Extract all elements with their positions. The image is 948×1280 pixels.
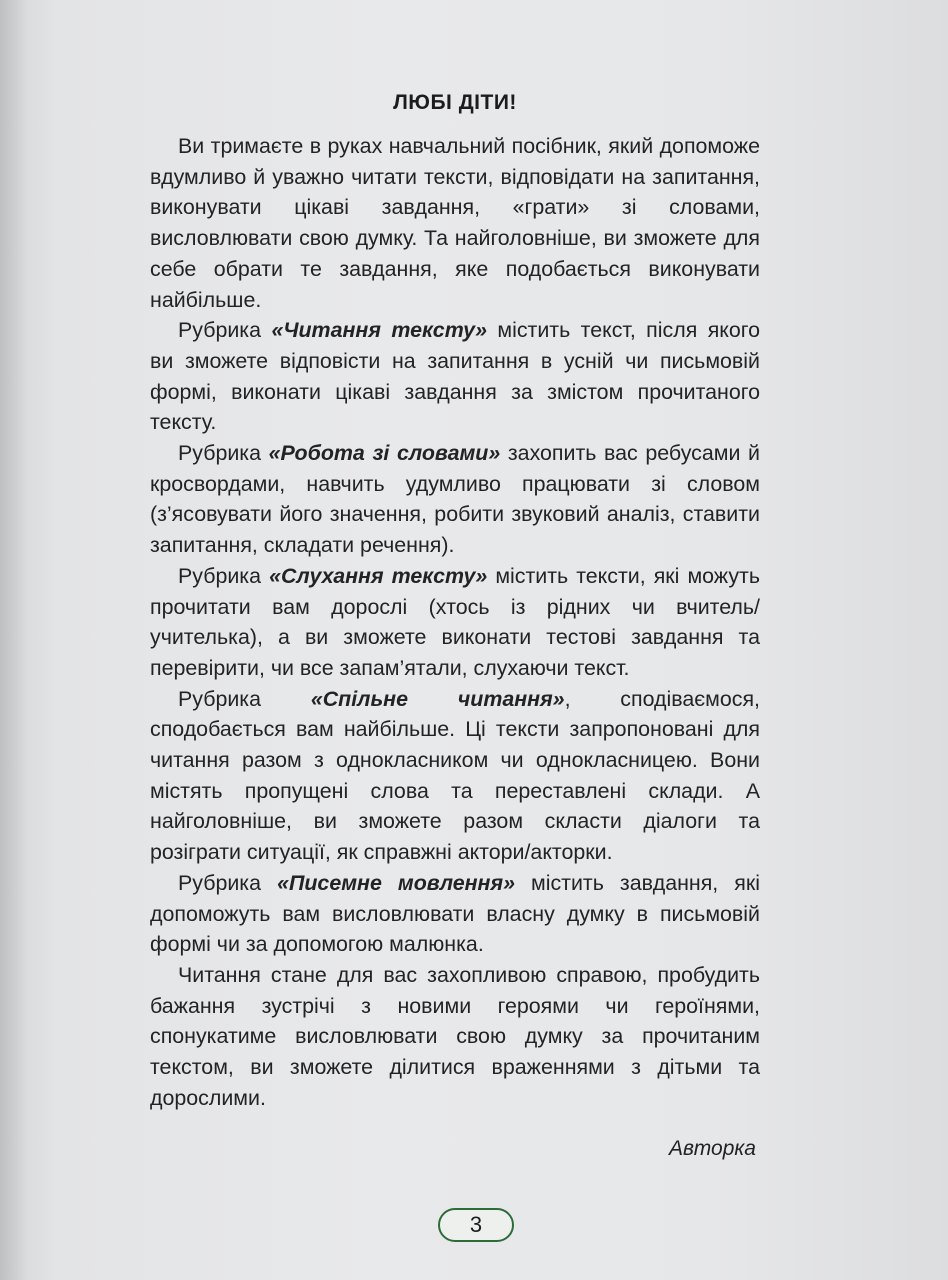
paragraph-text: Ви тримаєте в руках навчальний посібник, який допоможе вдумливо й уважно читати тексти, відповідати на запитання, виконувати цікаві завдання, «грати» зі словами, висловлювати свою думку. Та найголовніше, ви зможете для себе обрати те завдання, яке подобається виконувати найбільше. <box>150 134 760 312</box>
page-heading: ЛЮБІ ДІТИ! <box>393 91 517 114</box>
paragraph-intro <box>150 131 760 315</box>
paragraph-prefix: Рубрика <box>178 870 278 895</box>
paragraph-text: Читання стане для вас захопливою справою, пробудить бажання зустрічі з новими героями чи героїнями, спонукатиме висловлювати свою думку за прочитаним текстом, ви зможете ділитися враженнями з дітьми та дорослими. <box>150 962 760 1110</box>
paragraph-prefix: Рубрика <box>178 441 269 466</box>
rubric-title: «Писемне мовлення» <box>277 870 515 895</box>
rubric-title: «Спільне читання» <box>310 686 565 711</box>
paragraph-text: містить текст, після якого ви зможете відповісти на запитання в усній чи письмовій формі, виконати цікаві завдання за змістом прочитаного тексту. <box>150 318 761 435</box>
rubric-title: «Читання тексту» <box>271 318 487 343</box>
paragraph-reading <box>150 315 760 438</box>
paragraph-words <box>150 438 760 561</box>
paragraph-closing <box>150 960 760 1114</box>
paragraph-joint-reading <box>150 684 760 868</box>
paragraph-listening <box>150 561 760 684</box>
paragraph-prefix: Рубрика <box>178 318 272 343</box>
paragraph-text: , сподіваємося, сподобається вам найбільше. Ці тексти запропоновані для читання разом з однокласником чи однокласницею. Вони містять пропущені слова та переставлені склади. А найголовніше, ви зможете разом скласти діалоги та розіграти ситуації, як справжні актори/акторки. <box>150 686 760 865</box>
paragraph-prefix: Рубрика <box>178 563 270 588</box>
paragraph-text: захопить вас ребусами й кросвордами, навчить удумливо працювати зі словом (з’ясовувати його значення, робити звуковий аналіз, ставити запитання, складати речення). <box>150 441 760 558</box>
paragraph-writing <box>150 868 760 960</box>
author-signature: Авторка <box>669 1137 756 1160</box>
paragraph-prefix: Рубрика <box>178 686 311 711</box>
page-number-badge: 3 <box>438 1208 514 1242</box>
paragraph-text: містить тексти, які можуть прочитати вам дорослі (хтось із рідних чи вчитель/учителька), а ви зможете виконати тестові завдання та перевірити, чи все запам’ятали, слухаючи текст. <box>150 563 760 680</box>
rubric-title: «Робота зі словами» <box>268 441 501 466</box>
body-text <box>150 131 760 1114</box>
rubric-title: «Слухання тексту» <box>269 563 488 588</box>
paragraph-text: містить завдання, які допоможуть вам висловлювати власну думку в письмовій формі чи за допомогою малюнка. <box>150 870 760 957</box>
